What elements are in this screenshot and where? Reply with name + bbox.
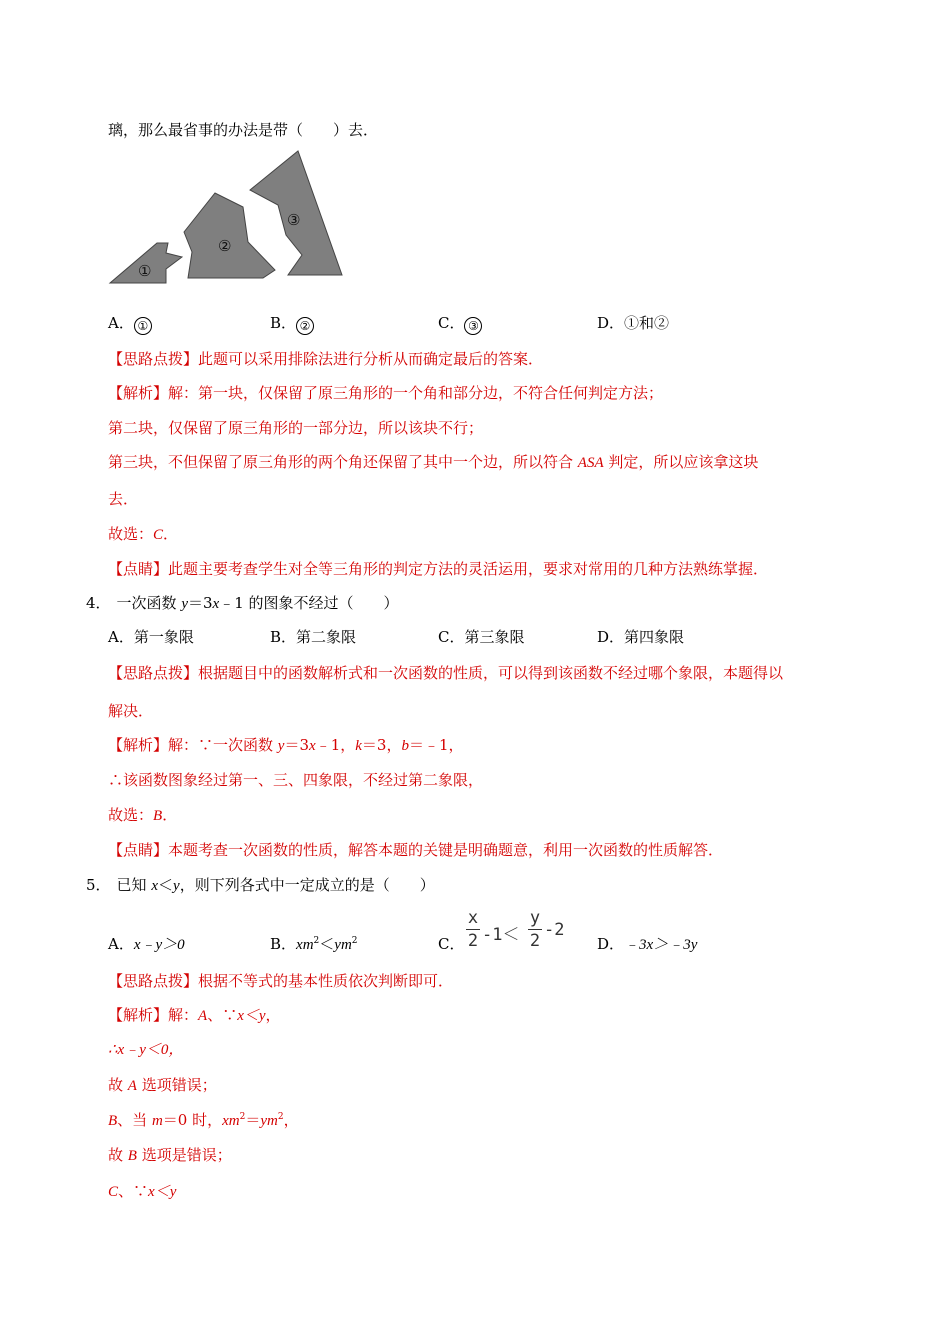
q5-stem: 5． 已知 x＜y，则下列各式中一定成立的是（ ） [86, 876, 435, 894]
q5-hint: 【思路点拨】根据不等式的基本性质依次判断即可． [108, 972, 454, 990]
q3-option-d: D．①和② [597, 314, 670, 332]
q4-analysis-1: 【解析】解：∵一次函数 y＝3x﹣1，k＝3，b＝﹣1， [108, 736, 464, 754]
q4-comment: 【点睛】本题考查一次函数的性质，解答本题的关键是明确题意，利用一次函数的性质解答． [108, 841, 724, 859]
piece-2-shape [184, 193, 275, 278]
q5-analysis-6: C、∵x＜y [108, 1182, 177, 1200]
piece-1-label: ① [138, 262, 152, 280]
q3-hint: 【思路点拨】此题可以采用排除法进行分析从而确定最后的答案． [108, 350, 544, 368]
q4-hint-1: 【思路点拨】根据题目中的函数解析式和一次函数的性质，可以得到该函数不经过哪个象限，本题得以 [108, 664, 784, 682]
q4-analysis-2: ∴该函数图象经过第一、三、四象限，不经过第二象限， [108, 771, 484, 789]
q5-option-c-expression: x 2 -1＜ y 2 -2 [467, 908, 565, 951]
q3-option-b: B． ② [270, 313, 314, 335]
q5-option-c-letter: C． [438, 935, 465, 953]
q5-option-d: D．﹣3x＞﹣3y [597, 935, 698, 953]
q4-option-a: A．第一象限 [108, 628, 194, 646]
q5-option-a: A．x﹣y＞0 [108, 935, 185, 953]
q5-analysis-5: 故 B 选项是错误； [108, 1146, 232, 1164]
q3-option-a-value: ① [134, 317, 152, 335]
q3-option-c: C． ③ [438, 313, 482, 335]
q3-analysis-2: 第二块，仅保留了原三角形的一部分边，所以该块不行； [108, 419, 484, 437]
q3-choice: 故选：C． [108, 525, 179, 543]
q3-analysis-1: 【解析】解：第一块，仅保留了原三角形的一个角和部分边，不符合任何判定方法； [108, 384, 664, 402]
q3-comment: 【点睛】此题主要考查学生对全等三角形的判定方法的灵活运用，要求对常用的几种方法熟练掌握． [108, 560, 769, 578]
q4-option-c: C．第三象限 [438, 628, 525, 646]
q5-analysis-3: 故 A 选项错误； [108, 1076, 217, 1094]
q3-option-d-value: ①和② [624, 314, 670, 332]
q4-hint-2: 解决． [108, 702, 154, 720]
piece-3-label: ③ [287, 211, 301, 229]
q3-option-b-value: ② [296, 317, 314, 335]
q3-analysis-3: 第三块，不但保留了原三角形的两个角还保留了其中一个边，所以符合 ASA 判定，所以应该拿这块 [108, 453, 759, 471]
q4-option-d: D．第四象限 [597, 628, 685, 646]
q5-analysis-4: B、当 m＝0 时，$xm^2=ym^2$， [108, 1111, 299, 1129]
q3-option-c-value: ③ [464, 317, 482, 335]
q4-stem: 4． 一次函数 y＝3x﹣1 的图象不经过（ ） [86, 594, 399, 612]
q4-choice: 故选：B． [108, 806, 178, 824]
q5-option-b: B．$xm^2<ym^2$ [270, 935, 358, 953]
q5-analysis-1: 【解析】解：A、∵x＜y， [108, 1006, 281, 1024]
q4-option-b: B．第二象限 [270, 628, 357, 646]
q5-analysis-2: ∴x﹣y＜0， [108, 1042, 184, 1058]
broken-glass-figure [100, 145, 360, 290]
intro-text: 璃，那么最省事的办法是带（ ）去． [108, 121, 379, 139]
q3-option-a: A． ① [108, 313, 152, 335]
q3-analysis-4: 去． [108, 490, 139, 508]
piece-2-label: ② [218, 237, 232, 255]
